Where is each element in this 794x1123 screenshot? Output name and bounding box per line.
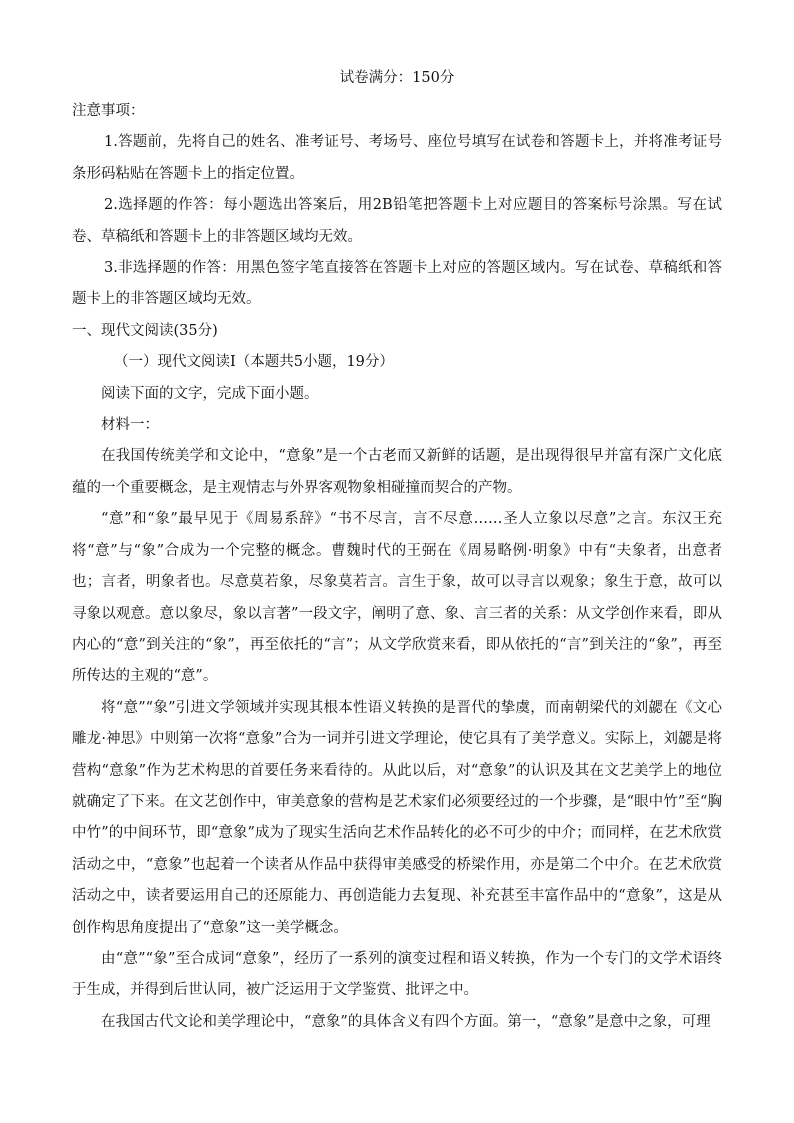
reading-instruction: 阅读下面的文字，完成下面小题。	[101, 385, 319, 402]
section-subheading: （一）现代文阅读Ⅰ（本题共5小题，19分）	[114, 354, 394, 371]
material-label: 材料一：	[101, 417, 159, 434]
paragraph-2: “意”和“象”最早见于《周易系辞》“书不尽言，言不尽意……圣人立象以尽意”之言。东汉王充将“意”与“象”合成为一个完整的概念。曹魏时代的王弼在《周易略例·明象》中有“夫象者，出意者也；言者，明象者也。尽意莫若象，尽象莫若言。言生于象，故可以寻言以观象；象生于意，故可以寻象以观意。意以象尽，象以言著”一段文字，阐明了意、象、言三者的关系：从文学创作来看，即从内心的“意”到关注的“象”，再至依托的“言”；从文学欣赏来看，即从依托的“言”到关注的“象”，再至所传达的主观的“意”。	[72, 511, 722, 685]
section-heading: 一、现代文阅读(35分)	[72, 322, 218, 339]
note-item-2: 2.选择题的作答：每小题选出答案后，用2B铅笔把答题卡上对应题目的答案标号涂黑。写在试卷、草稿纸和答题卡上的非答题区域均无效。	[72, 197, 722, 245]
paragraph-1: 在我国传统美学和文论中，“意象”是一个古老而又新鲜的话题，是出现得很早并富有深广文化底蕴的一个重要概念，是主观情志与外界客观物象相碰撞而契合的产物。	[72, 448, 722, 496]
paragraph-4: 由“意”“象”至合成词“意象”，经历了一系列的演变过程和语义转换，作为一个专门的文学术语终于生成，并得到后世认同，被广泛运用于文学鉴赏、批评之中。	[72, 950, 722, 999]
score-line: 试卷满分：150分	[339, 70, 455, 86]
paragraph-5: 在我国古代文论和美学理论中，“意象”的具体含义有四个方面。第一，“意象”是意中之象，可理	[101, 1013, 711, 1030]
paragraph-3: 将“意”“象”引进文学领域并实现其根本性语义转换的是晋代的挚虞，而南朝梁代的刘勰在《文心雕龙·神思》中则第一次将“意象”合为一词并引进文学理论，使它具有了美学意义。实际上，刘勰是将营构“意象”作为艺术构思的首要任务来看待的。从此以后，对“意象”的认识及其在文艺美学上的地位就确定了下来。在文艺创作中，审美意象的营构是艺术家们必须要经过的一个步骤，是“眼中竹”至“胸中竹”的中间环节，即“意象”成为了现实生活向艺术作品转化的必不可少的中介；而同样，在艺术欣赏活动之中，“意象”也起着一个读者从作品中获得审美感受的桥梁作用，亦是第二个中介。在艺术欣赏活动之中，读者要运用自己的还原能力、再创造能力去复现、补充甚至丰富作品中的“意象”，这是从创作构思角度提出了“意象”这一美学概念。	[72, 699, 722, 936]
exam-content	[72, 96, 722, 1038]
notes-title: 注意事项：	[72, 103, 145, 119]
note-item-1: 1.答题前，先将自己的姓名、准考证号、考场号、座位号填写在试卷和答题卡上，并将准考证号条形码粘贴在答题卡上的指定位置。	[72, 134, 722, 182]
note-item-3: 3.非选择题的作答：用黑色签字笔直接答在答题卡上对应的答题区域内。写在试卷、草稿纸和答题卡上的非答题区域均无效。	[72, 260, 722, 308]
